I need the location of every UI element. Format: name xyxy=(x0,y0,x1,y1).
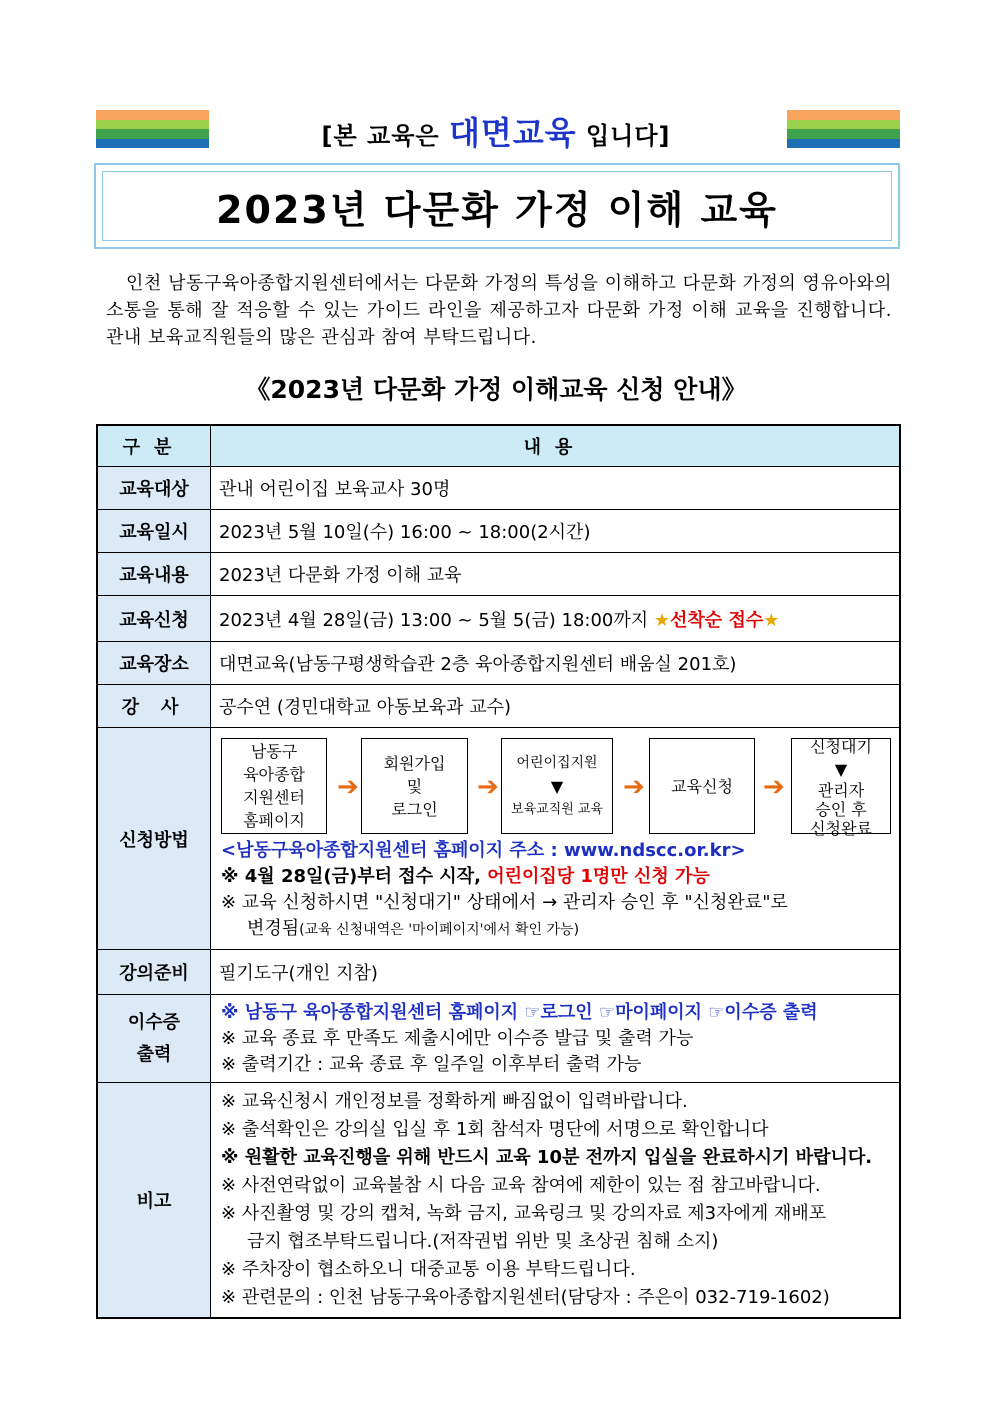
method-note-2: ※ 교육 신청하시면 "신청대기" 상태에서 → 관리자 승인 후 "신청완료"로 xyxy=(221,892,788,913)
table-header-row xyxy=(97,425,900,467)
table-row xyxy=(97,950,900,995)
method-note-1 xyxy=(221,864,891,890)
flow-text: 신청완료 xyxy=(810,818,872,838)
table-row xyxy=(97,1083,900,1318)
right-arrow-icon: ➔ xyxy=(623,772,645,802)
intro-paragraph xyxy=(106,270,892,351)
down-arrow-icon: ▼ xyxy=(550,776,564,796)
flow-text: 회원가입 xyxy=(383,753,446,773)
flow-text: 지원센터 xyxy=(243,788,305,807)
flow-text: 승인 후 xyxy=(815,799,867,819)
row-label-remarks: 비고 xyxy=(97,1083,211,1318)
note-small: (교육 신청내역은 '마이페이지'에서 확인 가능) xyxy=(299,922,580,938)
remark-line: ※ 사진촬영 및 강의 캡쳐, 녹화 금지, 교육링크 및 강의자료 제3자에게 재배포 xyxy=(221,1202,827,1224)
row-value-cert xyxy=(211,995,901,1083)
flow-text: 및 xyxy=(406,776,423,796)
flow-step-apply xyxy=(649,738,755,834)
row-label-content: 교육내용 xyxy=(97,553,211,596)
row-label-place: 교육장소 xyxy=(97,642,211,685)
table-row xyxy=(97,642,900,685)
table-row xyxy=(97,467,900,510)
remark-line: ※ 사전연락없이 교육불참 시 다음 교육 참여에 제한이 있는 점 참고바랍니다. xyxy=(221,1174,821,1196)
cert-line: ※ 남동구 육아종합지원센터 홈페이지 ☞로그인 ☞마이페이지 ☞이수증 출력 xyxy=(221,1001,818,1023)
cert-label-line: 출력 xyxy=(136,1043,172,1065)
header-content: 내용 xyxy=(211,425,901,467)
right-arrow-icon: ➔ xyxy=(763,772,785,802)
star-icon: ★ xyxy=(763,609,780,631)
page-title: 2023년 다문화 가정 이해 교육 xyxy=(102,171,892,241)
down-arrow-icon: ▼ xyxy=(834,759,848,779)
method-note-2-cont xyxy=(221,916,891,943)
flow-text: 신청대기 xyxy=(810,736,872,756)
table-row xyxy=(97,553,900,596)
table-row xyxy=(97,685,900,728)
table-row xyxy=(97,510,900,553)
application-flow xyxy=(221,738,891,842)
cert-line: ※ 출력기간 : 교육 종료 후 일주일 이후부터 출력 가능 xyxy=(221,1053,642,1075)
row-label-cert xyxy=(97,995,211,1083)
flow-text: 보육교직원 교육 xyxy=(510,801,604,817)
row-label-datetime: 교육일시 xyxy=(97,510,211,553)
row-value-method xyxy=(211,728,901,950)
flow-text: 관리자 xyxy=(817,780,865,800)
remark-line: ※ 주차장이 협소하오니 대중교통 이용 부탁드립니다. xyxy=(221,1258,636,1280)
row-label-method: 신청방법 xyxy=(97,728,211,950)
flow-text: 교육신청 xyxy=(671,776,733,796)
flow-text: 남동구 xyxy=(250,742,298,761)
flow-text: 로그인 xyxy=(391,799,438,819)
remark-line: 금지 협조부탁드립니다.(저작권법 위반 및 초상권 침해 소지) xyxy=(247,1230,719,1252)
apply-period: 2023년 4월 28일(금) 13:00 ~ 5월 5(금) 18:00까지 xyxy=(219,609,649,631)
flow-step-waiting xyxy=(791,736,891,838)
note-text: ※ 4월 28일(금)부터 접수 시작, xyxy=(221,866,488,887)
flow-step-homepage xyxy=(221,738,327,834)
row-label-prep: 강의준비 xyxy=(97,950,211,995)
remark-line: ※ 출석확인은 강의실 입실 후 1회 참석자 명단에 서명으로 확인합니다 xyxy=(221,1118,769,1140)
row-value-prep: 필기도구(개인 지참) xyxy=(211,950,901,995)
flow-text: 어린이집지원 xyxy=(516,754,598,771)
cert-label-line: 이수증 xyxy=(127,1011,181,1033)
table-row xyxy=(97,728,900,950)
right-arrow-icon: ➔ xyxy=(477,772,499,802)
remark-line: ※ 관련문의 : 인천 남동구육아종합지원센터(담당자 : 주은이 032-719-1602) xyxy=(221,1286,830,1308)
row-label-lecturer: 강사 xyxy=(97,685,211,728)
table-row xyxy=(97,995,900,1083)
right-arrow-icon: ➔ xyxy=(337,772,359,802)
title-box xyxy=(94,163,900,249)
notice-banner xyxy=(0,108,992,154)
info-table xyxy=(96,424,901,1319)
homepage-url: <남동구육아종합지원센터 홈페이지 주소 : www.ndscc.or.kr> xyxy=(221,840,746,861)
note-highlight: 어린이집당 1명만 신청 가능 xyxy=(487,866,710,887)
row-value-apply xyxy=(211,596,901,642)
row-value-place: 대면교육(남동구평생학습관 2층 육아종합지원센터 배움실 201호) xyxy=(211,642,901,685)
section-subtitle: 《2023년 다문화 가정 이해교육 신청 안내》 xyxy=(245,375,747,404)
row-value-content: 2023년 다문화 가정 이해 교육 xyxy=(211,553,901,596)
first-come-badge: 선착순 접수 xyxy=(670,609,764,631)
row-value-target: 관내 어린이집 보육교사 30명 xyxy=(211,467,901,510)
remark-line: ※ 교육신청시 개인정보를 정확하게 빠짐없이 입력바랍니다. xyxy=(221,1090,688,1112)
flow-step-daycare-support xyxy=(501,738,613,834)
notice-suffix: 입니다] xyxy=(576,122,671,150)
flow-step-login xyxy=(361,738,468,834)
flow-text: 홈페이지 xyxy=(243,811,305,830)
intro-text: 인천 남동구육아종합지원센터에서는 다문화 가정의 특성을 이해하고 다문화 가정의 영유아와의 소통을 통해 잘 적응할 수 있는 가이드 라인을 제공하고자 다문화 가정 이해 교육을 진행합니다. 관내 보육교직원들의 많은 관심과 참여 부탁드립니다. xyxy=(106,273,892,348)
row-label-apply: 교육신청 xyxy=(97,596,211,642)
row-value-datetime: 2023년 5월 10일(수) 16:00 ~ 18:00(2시간) xyxy=(211,510,901,553)
note-text: 변경됨 xyxy=(247,918,300,939)
remark-line: ※ 원활한 교육진행을 위해 반드시 교육 10분 전까지 입실을 완료하시기 바랍니다. xyxy=(221,1146,873,1168)
row-value-lecturer: 공수연 (경민대학교 아동보육과 교수) xyxy=(211,685,901,728)
notice-prefix: [본 교육은 xyxy=(321,122,449,150)
row-value-remarks xyxy=(211,1083,901,1318)
notice-highlight: 대면교육 xyxy=(448,114,577,152)
header-category: 구분 xyxy=(97,425,211,467)
table-row xyxy=(97,596,900,642)
row-label-target: 교육대상 xyxy=(97,467,211,510)
cert-line: ※ 교육 종료 후 만족도 제출시에만 이수증 발급 및 출력 가능 xyxy=(221,1027,694,1049)
star-icon: ★ xyxy=(653,609,671,631)
flow-text: 육아종합 xyxy=(243,765,305,784)
